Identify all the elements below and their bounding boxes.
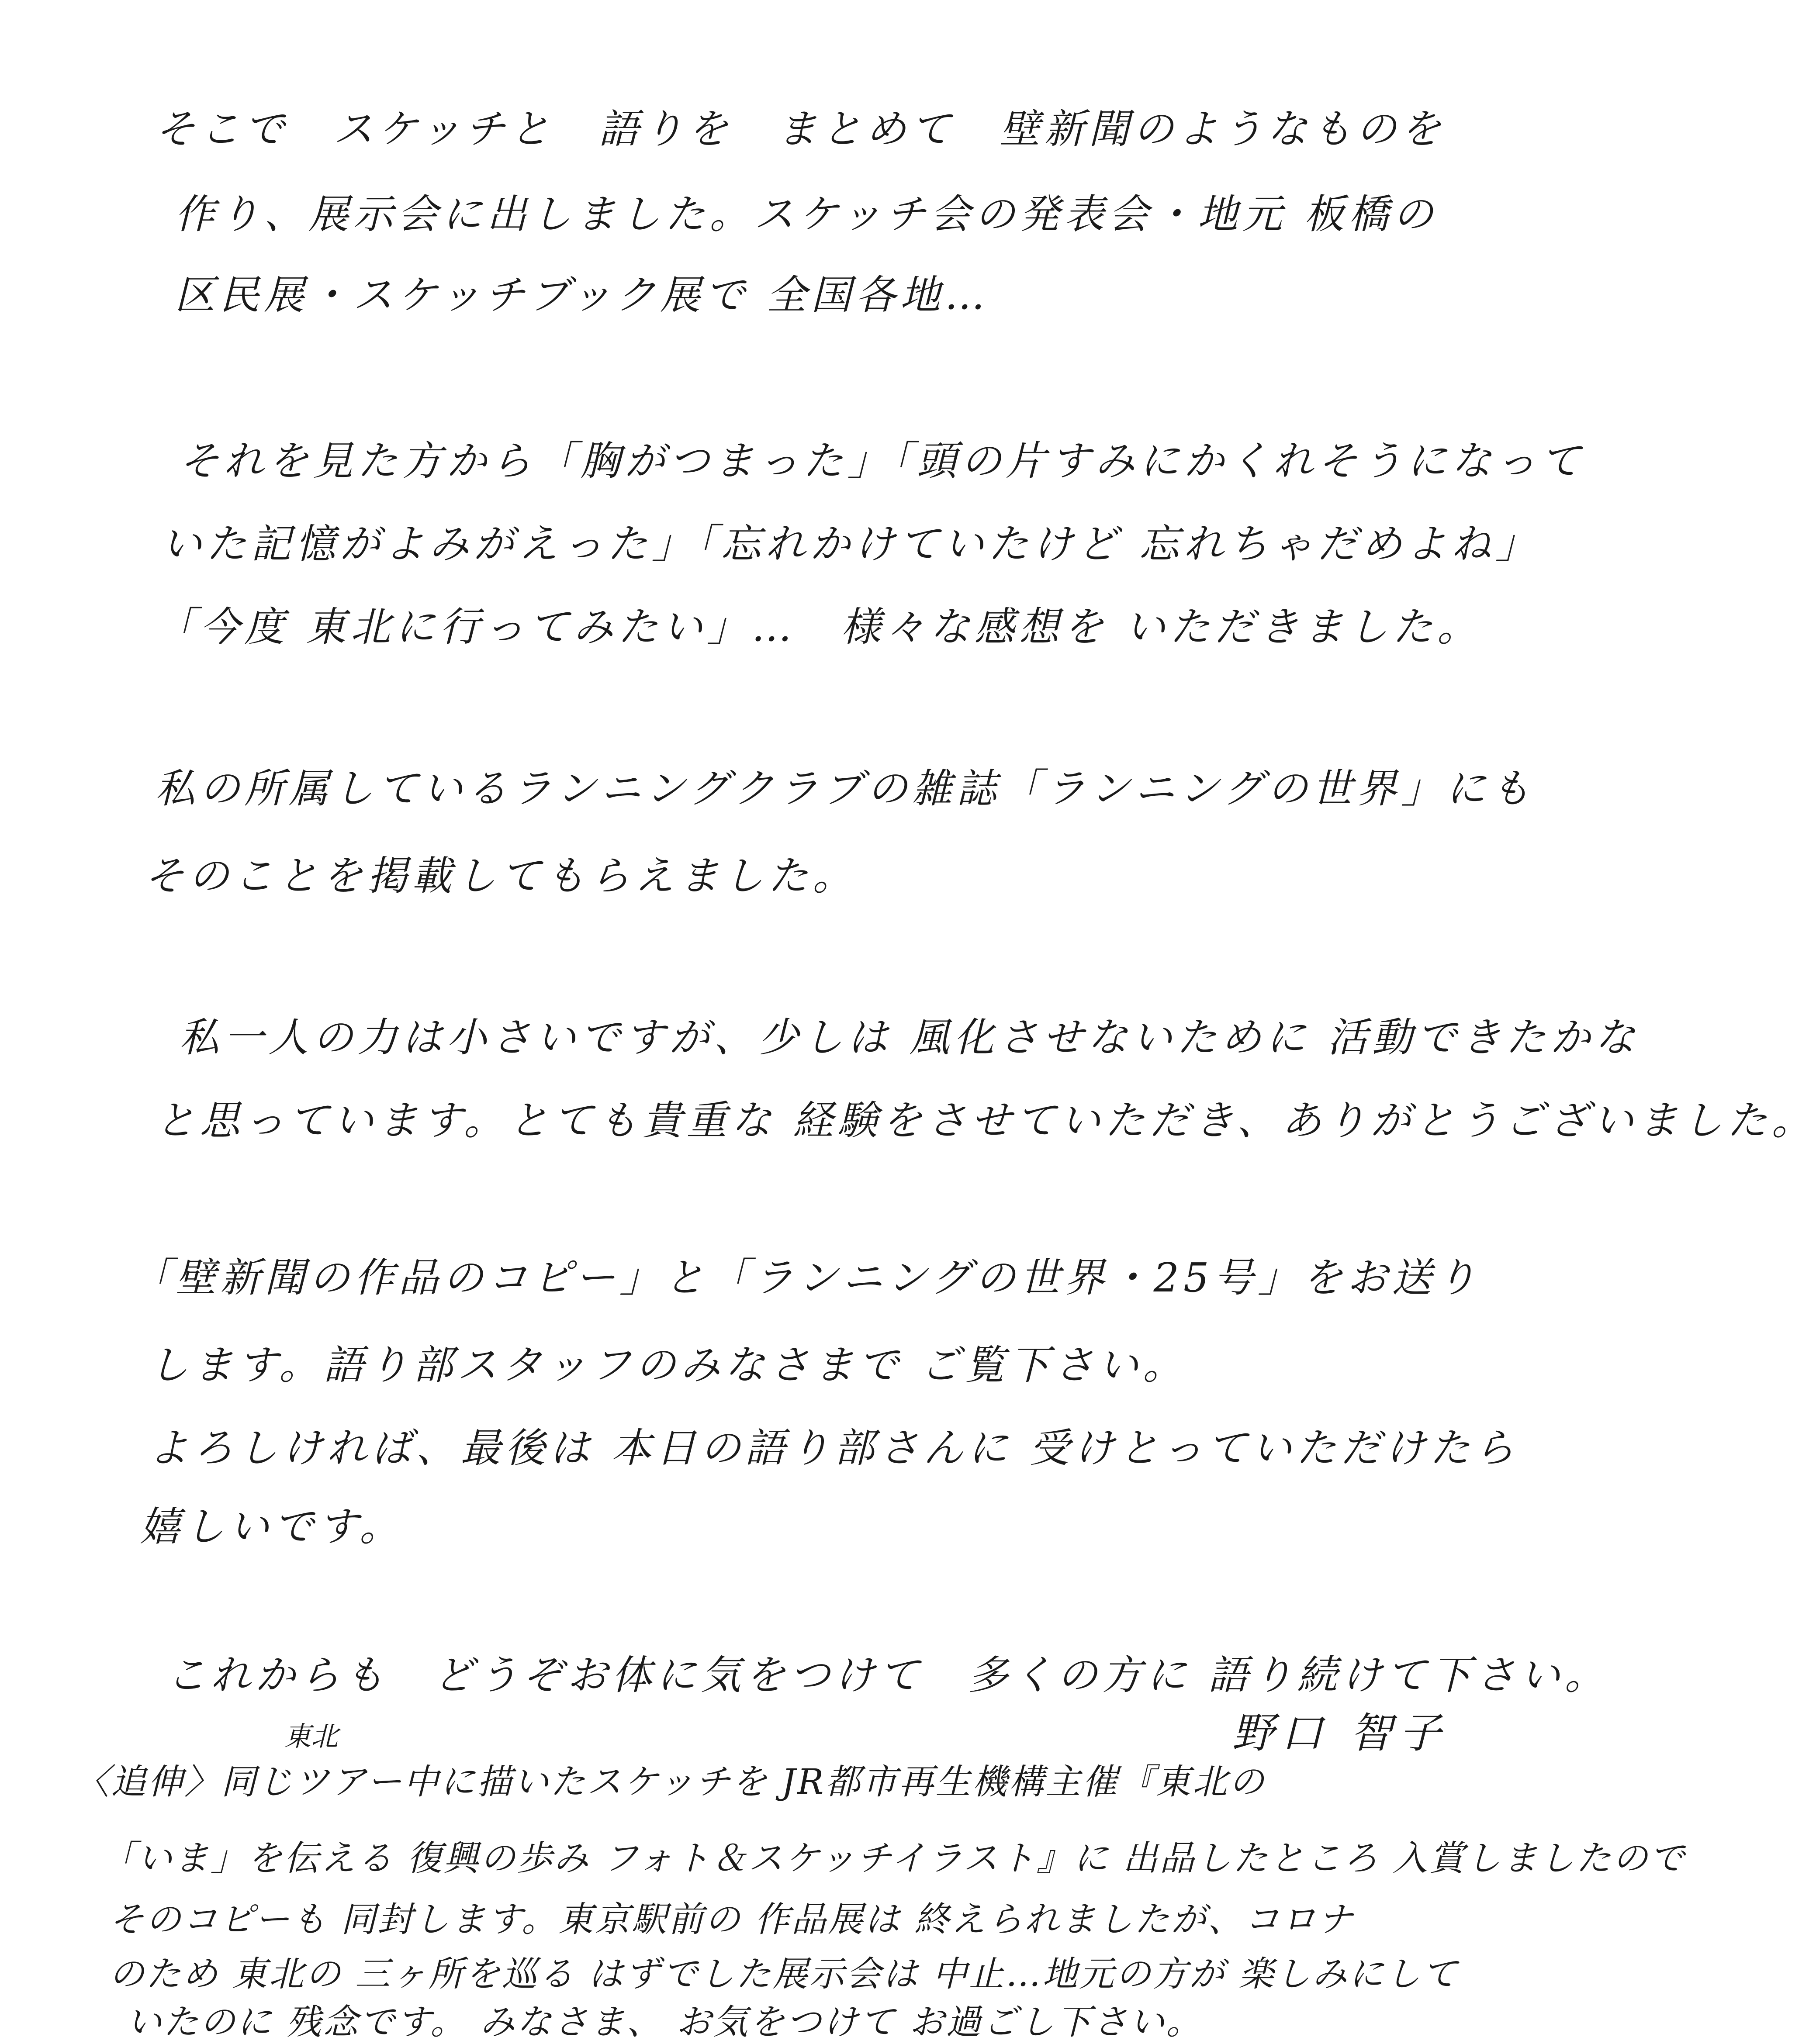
letter-line: 「今度 東北に行ってみたい」… 様々な感想を いただきました。 bbox=[155, 604, 1482, 650]
postscript-line: いたのに 残念です。 みなさま、 お気をつけて お過ごし下さい。 bbox=[127, 2002, 1203, 2042]
letter-line: それを見た方から「胸がつまった」「頭の片すみにかくれそうになって bbox=[179, 438, 1585, 484]
postscript-line: 「いま」を伝える 復興の歩み フォト＆スケッチイラスト』に 出品したところ 入賞しましたので bbox=[100, 1838, 1686, 1878]
letter-line: そのことを掲載してもらえました。 bbox=[144, 853, 858, 899]
letter-line: します。語り部スタッフのみなさまで ご覧下さい。 bbox=[149, 1342, 1187, 1388]
closing-line: これからも どうぞお体に気をつけて 多くの方に 語り続けて下さい。 bbox=[166, 1652, 1609, 1699]
postscript-line: 〈追伸〉同じツアー中に描いたスケッチを JR都市再生機構主催『東北の bbox=[74, 1761, 1266, 1802]
letter-line: 「壁新聞の作品のコピー」と「ランニングの世界・25号」をお送り bbox=[131, 1254, 1481, 1301]
letter-line: と思っています。とても貴重な 経験をさせていただき、ありがとうございました。 bbox=[155, 1097, 1816, 1144]
letter-line: 作り、展示会に出しました。スケッチ会の発表会・地元 板橋の bbox=[175, 191, 1438, 238]
signature: 野口 智子 bbox=[1232, 1709, 1448, 1757]
postscript-line: のため 東北の 三ヶ所を巡る はずでした展示会は 中止…地元の方が 楽しみにして bbox=[109, 1954, 1459, 1994]
letter-line: 私の所属しているランニングクラブの雑誌「ランニングの世界」にも bbox=[155, 765, 1535, 812]
letter-line: 区民展・スケッチブック展で 全国各地… bbox=[175, 272, 989, 318]
postscript-line: そのコピーも 同封します。東京駅前の 作品展は 終えられましたが、コロナ bbox=[109, 1899, 1355, 1940]
letter-line: そこで スケッチと 語りを まとめて 壁新聞のようなものを bbox=[155, 106, 1446, 152]
letter-line: 嬉しいです。 bbox=[140, 1503, 404, 1550]
letter-line: いた記憶がよみがえった」「忘れかけていたけど 忘れちゃだめよね」 bbox=[162, 521, 1540, 567]
postscript-insert-note: 東北 bbox=[284, 1720, 339, 1752]
letter-line: よろしければ、最後は 本日の語り部さんに 受けとっていただけたら bbox=[149, 1425, 1519, 1471]
letter-line: 私一人の力は小さいですが、少しは 風化させないために 活動できたかな bbox=[179, 1014, 1640, 1061]
